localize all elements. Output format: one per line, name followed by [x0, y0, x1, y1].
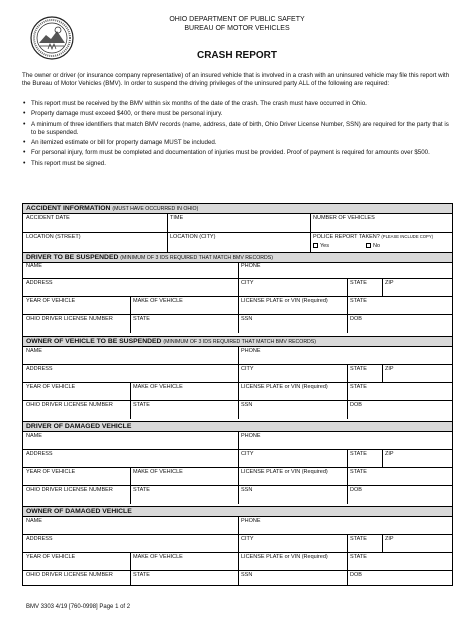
section-owner-to-be-suspended: OWNER OF VEHICLE TO BE SUSPENDED (MINIMUM OF 3 IDS REQUIRED THAT MATCH BMV RECORDS) — [23, 336, 452, 347]
requirement-item: • A minimum of three identifiers that match BMV records (name, address, date of birth, Ohio Driver License Number, SSN) are required for the party that is to be suspended. — [22, 121, 452, 137]
make-of-vehicle-field[interactable]: MAKE OF VEHICLE — [133, 554, 183, 560]
police-report-no-checkbox[interactable] — [366, 243, 371, 248]
ssn-field[interactable]: SSN — [241, 402, 253, 408]
city-field[interactable]: CITY — [241, 451, 254, 457]
page-title: CRASH REPORT — [196, 50, 277, 61]
address-field[interactable]: ADDRESS — [26, 536, 53, 542]
section-driver-of-damaged-vehicle: DRIVER OF DAMAGED VEHICLE — [23, 421, 452, 432]
state-field[interactable]: STATE — [350, 366, 367, 372]
phone-field[interactable]: PHONE — [241, 518, 261, 524]
accident-date-field[interactable]: ACCIDENT DATE — [26, 215, 70, 221]
ohio-driver-license-field[interactable]: OHIO DRIVER LICENSE NUMBER — [26, 316, 113, 322]
year-of-vehicle-field[interactable]: YEAR OF VEHICLE — [26, 384, 76, 390]
city-field[interactable]: CITY — [241, 280, 254, 286]
ssn-field[interactable]: SSN — [241, 316, 253, 322]
police-report-label: POLICE REPORT TAKEN? (PLEASE INCLUDE COPY) — [313, 234, 434, 240]
license-plate-field[interactable]: LICENSE PLATE or VIN (Required) — [241, 384, 328, 390]
address-field[interactable]: ADDRESS — [26, 451, 53, 457]
state-field[interactable]: STATE — [133, 487, 150, 493]
requirements-list — [22, 100, 452, 170]
make-of-vehicle-field[interactable]: MAKE OF VEHICLE — [133, 384, 183, 390]
state-field[interactable]: STATE — [350, 536, 367, 542]
yes-label: Yes — [320, 243, 329, 249]
name-field[interactable]: NAME — [26, 433, 42, 439]
year-of-vehicle-field[interactable]: YEAR OF VEHICLE — [26, 554, 76, 560]
dob-field[interactable]: DOB — [350, 572, 362, 578]
dob-field[interactable]: DOB — [350, 402, 362, 408]
license-plate-field[interactable]: LICENSE PLATE or VIN (Required) — [241, 469, 328, 475]
requirement-item: • This report must be signed. — [22, 160, 452, 168]
address-field[interactable]: ADDRESS — [26, 366, 53, 372]
ohio-driver-license-field[interactable]: OHIO DRIVER LICENSE NUMBER — [26, 572, 113, 578]
ohio-driver-license-field[interactable]: OHIO DRIVER LICENSE NUMBER — [26, 487, 113, 493]
requirement-item: • An itemized estimate or bill for property damage MUST be included. — [22, 139, 452, 147]
zip-field[interactable]: ZIP — [385, 536, 394, 542]
state-field[interactable]: STATE — [133, 402, 150, 408]
section-accident-information: ACCIDENT INFORMATION (MUST HAVE OCCURRED IN OHIO) — [23, 203, 452, 214]
make-of-vehicle-field[interactable]: MAKE OF VEHICLE — [133, 298, 183, 304]
zip-field[interactable]: ZIP — [385, 451, 394, 457]
state-field[interactable]: STATE — [133, 316, 150, 322]
location-city-field[interactable]: LOCATION (CITY) — [170, 234, 216, 240]
form-footer: BMV 3303 4/19 [760-0998] Page 1 of 2 — [26, 604, 131, 610]
bureau-name: BUREAU OF MOTOR VEHICLES — [184, 25, 290, 32]
no-label: No — [373, 243, 381, 249]
state-field[interactable]: STATE — [133, 572, 150, 578]
state-field[interactable]: STATE — [350, 451, 367, 457]
name-field[interactable]: NAME — [26, 348, 42, 354]
year-of-vehicle-field[interactable]: YEAR OF VEHICLE — [26, 469, 76, 475]
ssn-field[interactable]: SSN — [241, 487, 253, 493]
agency-name: OHIO DEPARTMENT OF PUBLIC SAFETY — [169, 16, 305, 23]
zip-field[interactable]: ZIP — [385, 280, 394, 286]
ssn-field[interactable]: SSN — [241, 572, 253, 578]
police-report-yes-checkbox[interactable] — [313, 243, 318, 248]
license-plate-field[interactable]: LICENSE PLATE or VIN (Required) — [241, 554, 328, 560]
dob-field[interactable]: DOB — [350, 316, 362, 322]
city-field[interactable]: CITY — [241, 536, 254, 542]
requirement-item: • Property damage must exceed $400, or there must be personal injury. — [22, 110, 452, 118]
zip-field[interactable]: ZIP — [385, 366, 394, 372]
name-field[interactable]: NAME — [26, 263, 42, 269]
address-field[interactable]: ADDRESS — [26, 280, 53, 286]
year-of-vehicle-field[interactable]: YEAR OF VEHICLE — [26, 298, 76, 304]
dob-field[interactable]: DOB — [350, 487, 362, 493]
section-owner-of-damaged-vehicle: OWNER OF DAMAGED VEHICLE — [23, 506, 452, 517]
state-field[interactable]: STATE — [350, 469, 367, 475]
intro-paragraph: The owner or driver (or insurance company representative) of an insured vehicle that is involved in a crash with an uninsured vehicle may file this report with the Bureau of Motor Vehicles (BMV). In order to suspend the driving privileges of the uninsured party ALL of the following are required: — [22, 72, 450, 87]
city-field[interactable]: CITY — [241, 366, 254, 372]
state-field[interactable]: STATE — [350, 280, 367, 286]
time-field[interactable]: TIME — [170, 215, 184, 221]
name-field[interactable]: NAME — [26, 518, 42, 524]
requirement-item: • This report must be received by the BMV within six months of the date of the crash. The crash must have occurred in Ohio. — [22, 100, 452, 108]
state-field[interactable]: STATE — [350, 298, 367, 304]
make-of-vehicle-field[interactable]: MAKE OF VEHICLE — [133, 469, 183, 475]
requirement-item: • For personal injury, form must be completed and documentation of injuries must be provided. Proof of payment is required for amounts over $500. — [22, 149, 452, 157]
state-field[interactable]: STATE — [350, 384, 367, 390]
number-of-vehicles-field[interactable]: NUMBER OF VEHICLES — [313, 215, 375, 221]
section-driver-to-be-suspended: DRIVER TO BE SUSPENDED (MINIMUM OF 3 IDS REQUIRED THAT MATCH BMV RECORDS) — [23, 252, 452, 263]
location-street-field[interactable]: LOCATION (STREET) — [26, 234, 81, 240]
license-plate-field[interactable]: LICENSE PLATE or VIN (Required) — [241, 298, 328, 304]
phone-field[interactable]: PHONE — [241, 348, 261, 354]
ohio-driver-license-field[interactable]: OHIO DRIVER LICENSE NUMBER — [26, 402, 113, 408]
phone-field[interactable]: PHONE — [241, 263, 261, 269]
phone-field[interactable]: PHONE — [241, 433, 261, 439]
crash-report-form — [22, 203, 453, 586]
state-field[interactable]: STATE — [350, 554, 367, 560]
